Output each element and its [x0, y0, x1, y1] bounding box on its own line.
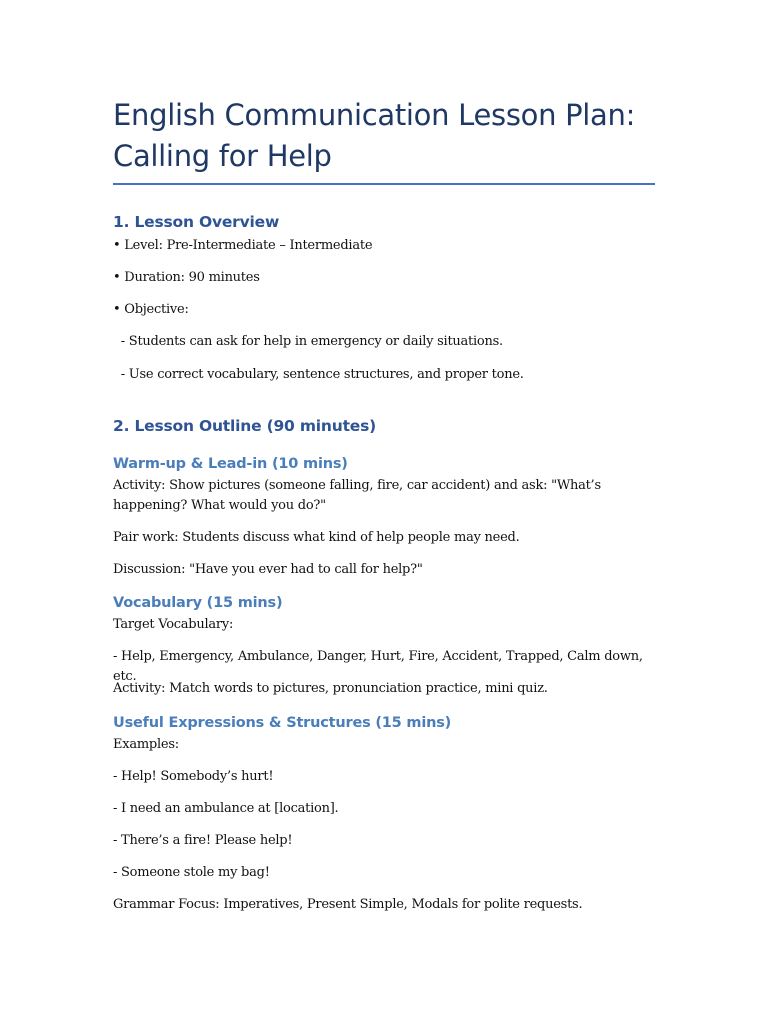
title-underline: [113, 183, 655, 185]
warmup-pairwork: Pair work: Students discuss what kind of help people may need.: [113, 530, 520, 545]
level-line: • Level: Pre-Intermediate – Intermediate: [113, 238, 373, 253]
vocabulary-activity: Activity: Match words to pictures, pronunciation practice, mini quiz.: [113, 681, 548, 696]
expression-item-2: - I need an ambulance at [location].: [113, 801, 339, 816]
objective-line: • Objective:: [113, 302, 189, 317]
vocabulary-words: - Help, Emergency, Ambulance, Danger, Hurt, Fire, Accident, Trapped, Calm down, etc.: [113, 649, 643, 684]
objective-item-1: - Students can ask for help in emergency or daily situations.: [113, 334, 503, 349]
expression-item-4: - Someone stole my bag!: [113, 865, 270, 880]
subheading-warmup: Warm-up & Lead-in (10 mins): [113, 456, 348, 472]
subheading-expressions: Useful Expressions & Structures (15 mins): [113, 715, 452, 731]
expressions-examples: Examples:: [113, 737, 179, 752]
warmup-discussion: Discussion: "Have you ever had to call for help?": [113, 562, 423, 577]
warmup-activity: Activity: Show pictures (someone falling, fire, car accident) and ask: "What’s happening? What would you do?": [113, 478, 601, 513]
subheading-vocabulary: Vocabulary (15 mins): [113, 595, 283, 611]
duration-line: • Duration: 90 minutes: [113, 270, 260, 285]
document-title: English Communication Lesson Plan: Calling for Help: [113, 98, 636, 173]
expression-item-1: - Help! Somebody’s hurt!: [113, 769, 274, 784]
section-heading-outline: 2. Lesson Outline (90 minutes): [113, 417, 376, 435]
vocabulary-target: Target Vocabulary:: [113, 617, 234, 632]
document-page: [113, 95, 655, 912]
objective-item-2: - Use correct vocabulary, sentence structures, and proper tone.: [113, 367, 524, 382]
section-heading-overview: 1. Lesson Overview: [113, 213, 280, 231]
expression-item-3: - There’s a fire! Please help!: [113, 833, 293, 848]
grammar-focus: Grammar Focus: Imperatives, Present Simple, Modals for polite requests.: [113, 897, 583, 912]
